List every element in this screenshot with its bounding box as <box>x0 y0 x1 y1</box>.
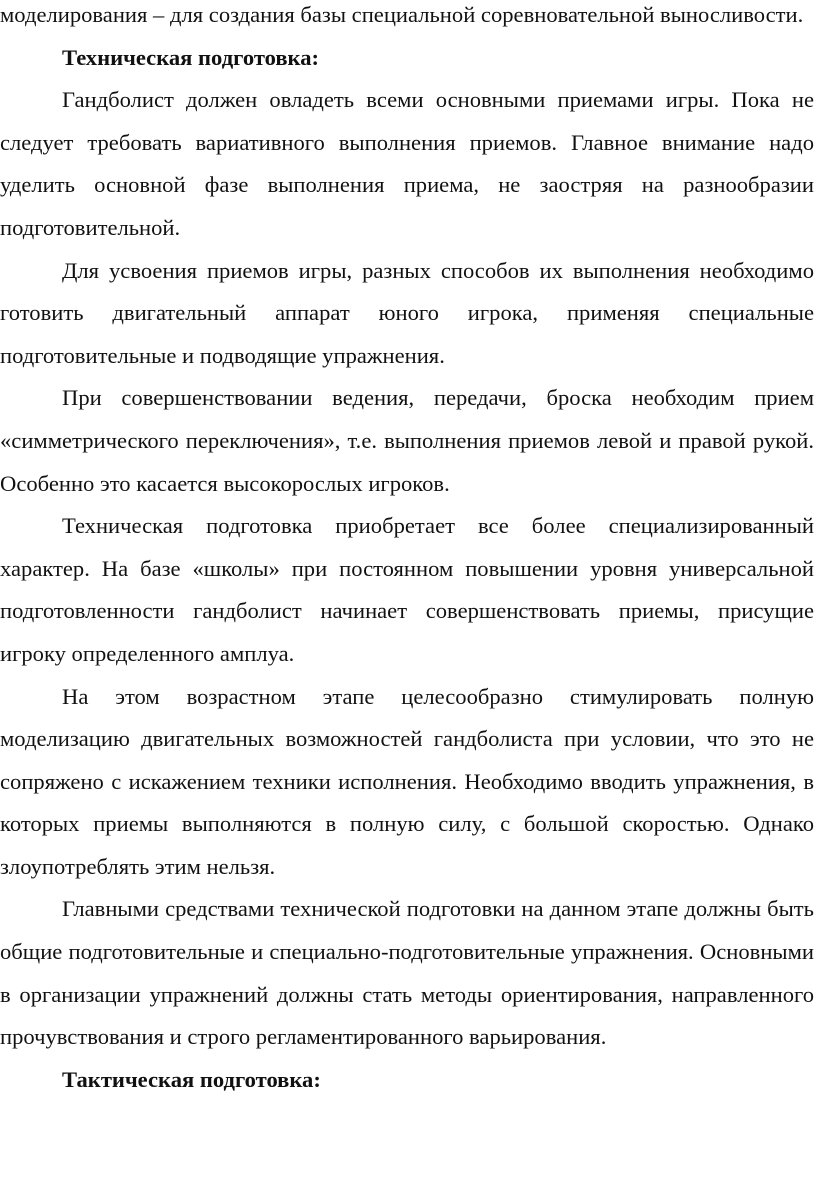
paragraph: На этом возрастном этапе целесообразно стимулировать полную моделизацию двигательных возможностей гандболиста при условии, что это не сопряжено с искажением техники исполнения. Необходимо вводить упражнения, в которых приемы выполняются в полную силу, с большой скоростью. Однако злоупотреблять этим нельзя. <box>0 683 814 879</box>
paragraph: Для усвоения приемов игры, разных способов их выполнения необходимо готовить двигательный аппарат юного игрока, применяя специальные подготовительные и подводящие упражнения. <box>0 257 814 368</box>
paragraph: Техническая подготовка приобретает все более специализированный характер. На базе «школы» при постоянном повышении уровня универсальной подготовленности гандболист начинает совершенствовать приемы, присущие игроку определенного амплуа. <box>0 513 814 666</box>
paragraph-continuation: моделирования – для создания базы специальной соревновательной выносливости. <box>0 2 804 27</box>
section-heading-technical: Техническая подготовка: <box>62 44 320 70</box>
paragraph: Главными средствами технической подготовки на данном этапе должны быть общие подготовительные и специально-подготовительные упражнения. Основными в организации упражнений должны стать методы ориентирования, направленного прочувствования и строго регламентированного варьирования. <box>0 896 814 1050</box>
paragraph: Гандболист должен овладеть всеми основными приемами игры. Пока не следует требовать вариативного выполнения приемов. Главное внимание надо уделить основной фазе выполнения приема, не заостряя на разнообразии подготовительной. <box>0 87 814 240</box>
paragraph: При совершенствовании ведения, передачи, броска необходим прием «симметрического переключения», т.е. выполнения приемов левой и правой рукой. Особенно это касается высокорослых игроков. <box>0 385 814 496</box>
section-heading-tactical: Тактическая подготовка: <box>62 1066 321 1092</box>
